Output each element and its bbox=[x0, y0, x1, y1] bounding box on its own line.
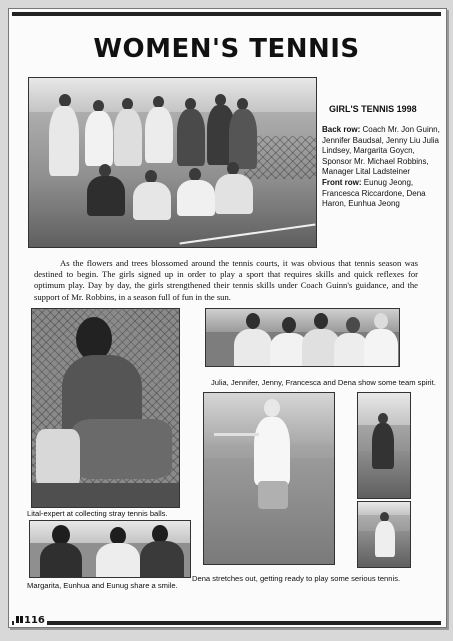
team-member bbox=[145, 107, 173, 163]
trio-member bbox=[40, 543, 82, 578]
group-member-head bbox=[346, 317, 360, 333]
player-photo-right-bottom bbox=[357, 501, 411, 568]
front-row-names: Eunug Jeong, Francesca Riccardone, Dena Haron, Eunhua Jeong bbox=[322, 177, 426, 209]
group-member bbox=[364, 329, 398, 367]
team-photo-sky bbox=[29, 78, 316, 112]
back-row-names: Coach Mr. Jon Guinn, Jennifer Baudsal, Jenny Liu Julia Lindsey, Margarita Goycn, Sponsor Mr. Michael Robbins, Manager Lital Ladsteiner bbox=[322, 125, 440, 177]
lital-photo bbox=[31, 308, 180, 508]
trio-member bbox=[96, 543, 140, 578]
front-row-label: Front row: bbox=[322, 177, 362, 187]
dena-head bbox=[264, 399, 280, 417]
caption-group-spirit: Julia, Jennifer, Jenny, Francesca and Dena show some team spirit. bbox=[211, 378, 436, 387]
dena-photo bbox=[203, 392, 335, 565]
team-member bbox=[85, 111, 113, 166]
page-number-text: 116 bbox=[24, 615, 45, 626]
team-roster bbox=[322, 125, 440, 210]
page-number-mark bbox=[20, 616, 23, 623]
group-photo-sky bbox=[206, 309, 399, 332]
player-figure bbox=[372, 423, 394, 469]
team-member bbox=[177, 180, 215, 216]
lital-photo-ground bbox=[32, 483, 179, 507]
back-row-label: Back row: bbox=[322, 125, 361, 134]
lital-legs bbox=[72, 419, 172, 479]
caption-trio: Margarita, Eunhua and Eunug share a smile. bbox=[27, 581, 178, 590]
dena-racket-arm bbox=[214, 433, 259, 436]
top-border-rule bbox=[12, 12, 441, 16]
ball-basket bbox=[36, 429, 80, 489]
player-figure bbox=[375, 521, 395, 557]
group-member-head bbox=[246, 313, 260, 329]
group-member-head bbox=[374, 313, 388, 329]
team-member bbox=[229, 109, 257, 169]
team-photo-court bbox=[29, 179, 316, 247]
group-spirit-photo bbox=[205, 308, 400, 367]
team-member bbox=[133, 182, 171, 220]
group-member-head bbox=[314, 313, 328, 329]
caption-lital: Lital-expert at collecting stray tennis balls. bbox=[27, 509, 168, 518]
trio-member bbox=[140, 541, 184, 578]
group-member bbox=[334, 333, 368, 367]
dena-shorts bbox=[258, 481, 288, 509]
group-member-head bbox=[282, 317, 296, 333]
trio-photo bbox=[29, 520, 191, 578]
team-member bbox=[87, 176, 125, 216]
page-number bbox=[14, 615, 47, 626]
body-paragraph: As the flowers and trees blossomed around the tennis courts, it was obvious that tennis season was destined to begin. The girls signed up in order to play a sport that requires skills and quick reflexes for optimum play. Day by day, the girls strengthened their tennis skills under Coach Guinn's guidance, and the support of Mr. Robbins, in a season full of fun in the sun. bbox=[34, 258, 418, 302]
caption-dena: Dena stretches out, getting ready to play some serious tennis. bbox=[192, 574, 401, 583]
player-photo-right-top bbox=[357, 392, 411, 499]
team-member bbox=[215, 174, 253, 214]
team-member bbox=[49, 106, 79, 176]
page-number-mark bbox=[16, 616, 19, 623]
page-title: WOMEN'S TENNIS bbox=[93, 34, 360, 64]
group-member bbox=[234, 329, 272, 367]
team-photo bbox=[28, 77, 317, 248]
team-member bbox=[177, 109, 205, 166]
dena-figure bbox=[254, 417, 290, 485]
bottom-border-rule bbox=[12, 621, 441, 625]
trio-member-head bbox=[52, 525, 70, 545]
team-heading: GIRL'S TENNIS 1998 bbox=[329, 104, 417, 114]
team-member bbox=[114, 109, 142, 166]
